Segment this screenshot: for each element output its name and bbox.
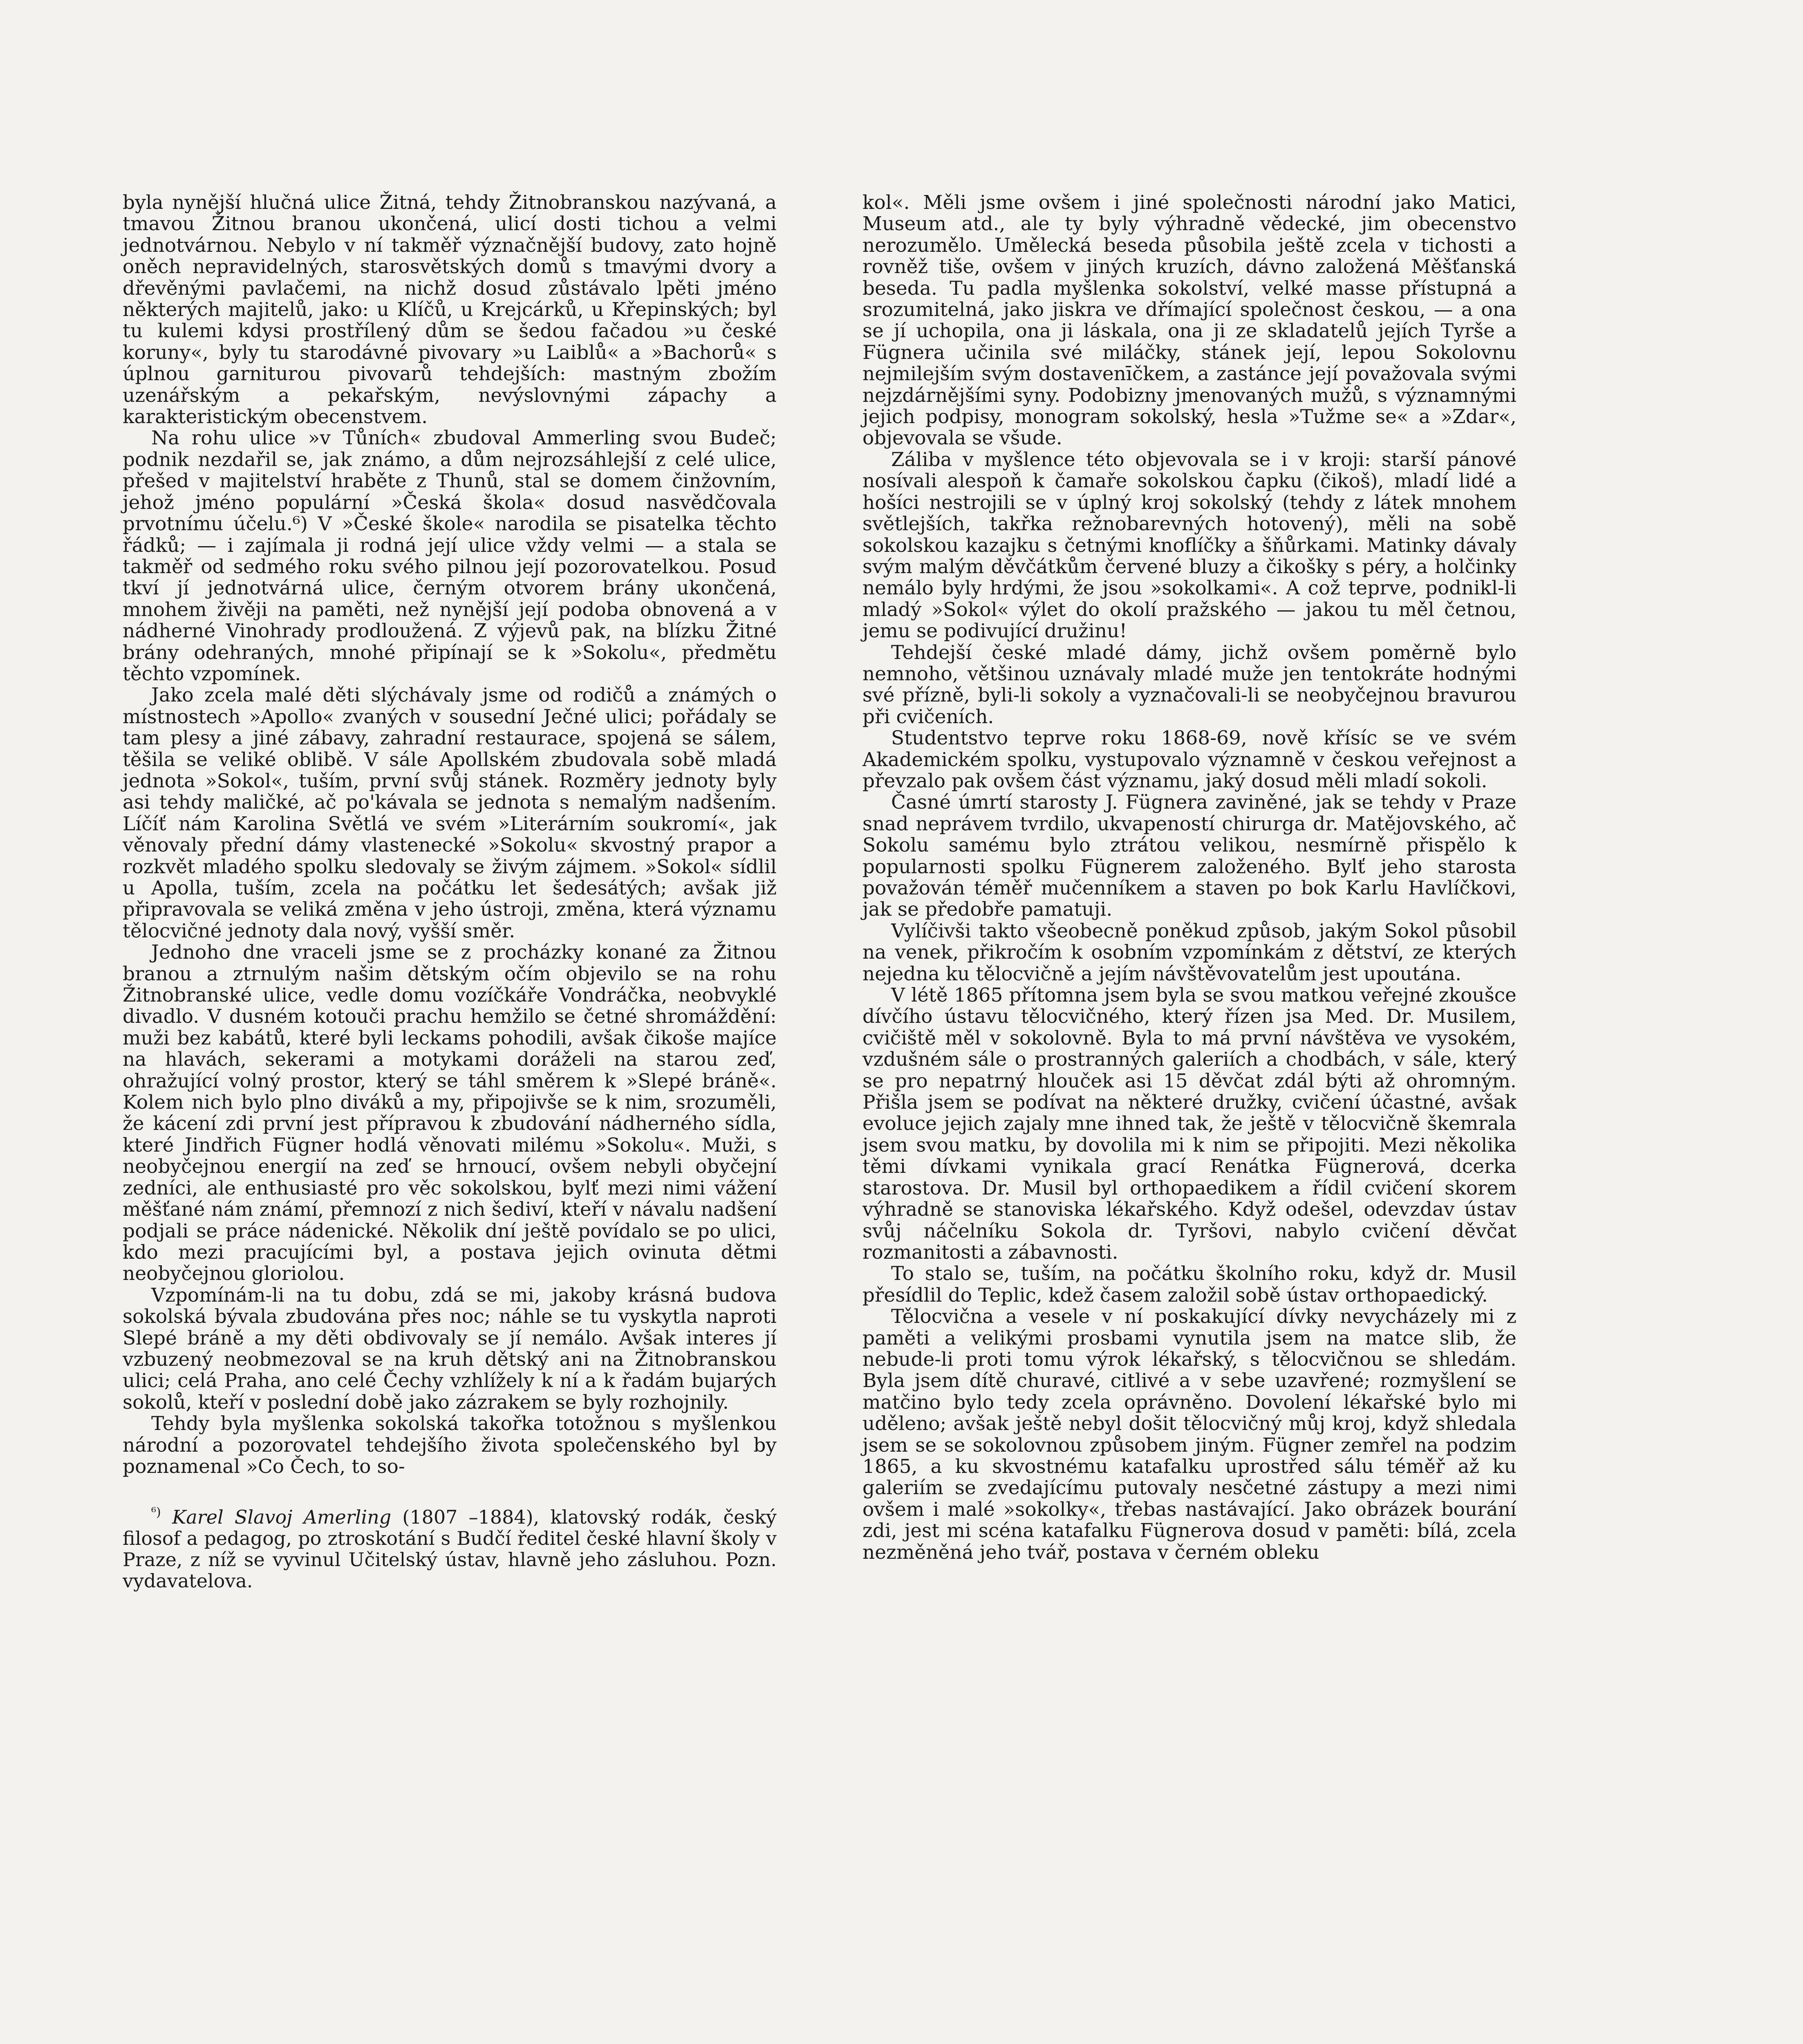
paragraph: Tehdy byla myšlenka sokolská takořka totožnou s myšlenkou národní a pozorovatel tehdejšího života společenského byl by poznamenal »Co Čech, to so- (123, 1412, 777, 1478)
paragraph: kol«. Měli jsme ovšem i jiné společnosti národní jako Matici, Museum atd., ale ty byly výhradně vědecké, jim obecenstvo nerozumělo. Umělecká beseda působila ještě zcela v tichosti a rovněž tiše, ovšem v jiných kruzích, dávno založená Měšťanská beseda. Tu padla myšlenka sokolství, velké masse přístupná a srozumitelná, jako jiskra ve dřímající společnost českou, — a ona se jí uchopila, ona ji láskala, ona ji ze skladatelů jejích Tyrše a Fügnera učinila své miláčky, stánek její, lepou Sokolovnu nejmilejším svým dostavenīčkem, a zastánce její považovala svými nejzdárnějšími syny. Podobizny jmenovaných mužů, s významnými jejich podpisy, monogram sokolský, hesla »Tužme se« a »Zdar«, objevovala se všude. (862, 191, 1516, 450)
left-column (123, 192, 777, 1591)
paragraph: Časné úmrtí starosty J. Fügnera zaviněné, jak se tehdy v Praze snad neprávem tvrdilo, ukvapeností chirurga dr. Matějovského, ač Sokolu samému bylo ztrátou velikou, nesmírně přispělo k popularnosti spolku Fügnerem založeného. Bylť jeho starosta považován téměř mučenníkem a staven po bok Karlu Havlíčkovi, jak se předobře pamatuji. (862, 791, 1516, 921)
footnote-author: Karel Slavoj Amerling (172, 1506, 392, 1529)
paragraph: Vylíčivši takto všeobecně poněkud způsob, jakým Sokol působil na venek, přikročím k osobním vzpomínkám z dětství, ze kterých nejedna ku tělocvičně a jejím návštěvovatelům jest upoutána. (862, 919, 1516, 985)
paragraph: Jednoho dne vraceli jsme se z procházky konané za Žitnou branou a ztrnulým našim dětským očím objevilo se na rohu Žitnobranské ulice, vedle domu vozíčkáře Vondráčka, neobvyklé divadlo. V dusném kotouči prachu hemžilo se četné shromáždění: muži bez kabátů, které byli leckams pohodili, avšak čikoše majíce na hlavách, sekerami a motykami doráželi na starou zeď, ohražující volný prostor, který se táhl směrem k »Slepé bráně«. Kolem nich bylo plno diváků a my, připojivše se k nim, srozuměli, že kácení zdi první jest přípravou k zbudování nádherného sídla, které Jindřich Fügner hodlá věnovati milému »Sokolu«. Muži, s neobyčejnou energií na zeď se hrnoucí, ovšem nebyli obyčejní zedníci, ale enthusiasté pro věc sokolskou, bylť mezi nimi vážení měšťané nám známí, přemnozí z nich šediví, kteří v návalu nadšení podjali se práce nádenické. Několik dní ještě povídalo se po ulici, kdo mezi pracujícími byl, a postava jejich ovinuta dětmi neobyčejnou gloriolou. (123, 941, 777, 1285)
paragraph: Vzpomínám-li na tu dobu, zdá se mi, jakoby krásná budova sokolská bývala zbudována přes noc; náhle se tu vyskytla naproti Slepé bráně a my děti obdivovaly se jí nemálo. Avšak interes jí vzbuzený neobmezoval se na kruh dětský ani na Žitnobranskou ulici; celá Praha, ano celé Čechy vzhlížely k ní a k řadám bujarých sokolů, kteří v poslední době jako zázrakem se byly rozhojnily. (123, 1284, 777, 1414)
footnote-marker: ⁶) (151, 1505, 161, 1520)
paragraph: Na rohu ulice »v Tůních« zbudoval Ammerling svou Budeč; podnik nezdařil se, jak známo, a dům nejrozsáhlejší z celé ulice, přešed v majitelství hraběte z Thunů, stal se domem činžovním, jehož jméno populární »Česká škola« dosud nasvědčovala prvotnímu účelu.⁶) V »České škole« narodila se pisatelka těchto řádků; — i zajímala ji rodná její ulice vždy velmi — a stala se takměř od sedmého roku svého pilnou její pozorovatelkou. Posud tkví jí jednotvárná ulice, černým otvorem brány ukončená, mnohem živěji na paměti, než nynější její podoba obnovená a v nádherné Vinohrady prodloužená. Z výjevů pak, na blízku Žitné brány odehraných, mnohé připínají se k »Sokolu«, předmětu těchto vzpomínek. (123, 427, 777, 685)
footnote-text: (1807 –1884), klatovský rodák, český filosof a pedagog, po ztroskotání s Budčí ředitel české hlavní školy v Praze, z níž se vyvinul Učitelský ústav, hlavně jeho zásluhou. Pozn. vydavatelova. (123, 1506, 777, 1592)
right-column (862, 192, 1516, 1563)
paragraph: Jako zcela malé děti slýchávaly jsme od rodičů a známých o místnostech »Apollo« zvaných v sousední Ječné ulici; pořádaly se tam plesy a jiné zábavy, zahradní restaurace, spojená se sálem, těšila se veliké oblibě. V sále Apollském zbudovala sobě mladá jednota »Sokol«, tuším, první svůj stánek. Rozměry jednoty byly asi tehdy maličké, ač po'kávala se jednota s nemalým nadšením. Líčíť nám Karolina Světlá ve svém »Literárním soukromí«, jak věnovaly přední dámy vlastenecké »Sokolu« skvostný prapor a rozkvět mladého spolku sledovaly se živým zájmem. »Sokol« sídlil u Apolla, tuším, zcela na počátku let šedesátých; avšak již připravovala se veliká změna v jeho ústroji, změna, která významu tělocvičné jednoty dala nový, vyšší směr. (123, 684, 777, 942)
paragraph: Tělocvična a vesele v ní poskakující dívky nevycházely mi z paměti a velikými prosbami vynutila jsem na matce slib, že nebude-li proti tomu výrok lékařský, s tělocvičnou se shledám. Byla jsem dítě churavé, citlivé a v sebe uzavřené; rozmyšlení se matčino bylo tedy zcela oprávněno. Dovolení lékařské bylo mi uděleno; avšak ještě nebyl došit tělocvičný můj kroj, když shledala jsem se se sokolovnou způsobem jiným. Fügner zemřel na podzim 1865, a ku skvostnému katafalku uprostřed sálu téměř až ku galeriím se zvedajícímu putovaly nesčetné zástupy a mezi nimi ovšem i malé »sokolky«, třebas nastávající. Jako obrázek bourání zdi, jest mi scéna katafalku Fügnerova dosud v paměti: bílá, zcela nezměněná jeho tvář, postava v černém obleku (862, 1305, 1516, 1564)
footnote (123, 1502, 777, 1591)
paragraph: byla nynější hlučná ulice Žitná, tehdy Žitnobranskou nazývaná, a tmavou Žitnou branou ukončená, ulicí dosti tichou a velmi jednotvárnou. Nebylo v ní takměř význačnější budovy, zato hojně oněch nepravidelných, starosvětských domů s tmavými dvory a dřevěnými pavlačemi, na nichž dosud zůstávalo lpěti jméno některých majitelů, jako: u Klíčů, u Krejcárků, u Křepinských; byl tu kulemi kdysi prostřílený dům se šedou fačadou »u české koruny«, byly tu starodávné pivovary »u Laiblů« a »Bachorů« s úplnou garniturou pivovarů tehdejších: mastným zbožím uzenářským a pekařským, nevýslovnými zápachy a karakteristickým obecenstvem. (123, 191, 777, 428)
paragraph: V létě 1865 přítomna jsem byla se svou matkou veřejné zkoušce dívčího ústavu tělocvičného, který řízen jsa Med. Dr. Musilem, cvičiště měl v sokolovně. Byla to má první návštěva ve vysokém, vzdušném sále o prostranných galeriích a chodbách, v sále, který se pro nepatrný hlouček asi 15 děvčat zdál býti až ohromným. Přišla jsem se podívat na některé družky, cvičení účastné, avšak evoluce jejich zajaly mne ihned tak, že ještě v tělocvičně škemrala jsem svou matku, by dovolila mi k nim se připojiti. Mezi několika těmi dívkami vynikala grací Renátka Fügnerová, dcerka starostova. Dr. Musil byl orthopaedikem a řídil cvičení skorem výhradně se stanoviska lékařského. Když odešel, odevzdav ústav svůj náčelníku Sokola dr. Tyršovi, nabylo cvičení děvčat rozmanitosti a zábavnosti. (862, 984, 1516, 1264)
paragraph: Záliba v myšlence této objevovala se i v kroji: starší pánové nosívali alespoň k čamaře sokolskou čapku (čikoš), mladí lidé a hošíci nestrojili se v úplný kroj sokolský (tehdy z látek mnohem světlejších, takřka režnobarevných hotovený), měli na sobě sokolskou kazajku s četnými knoflíčky a šňůrkami. Matinky dávaly svým malým děvčátkům červené bluzy a čikošky s péry, a holčinky nemálo byly hrdými, že jsou »sokolkami«. A což teprve, podnikl-li mladý »Sokol« výlet do okolí pražského — jakou tu měl četnou, jemu se podivující družinu! (862, 448, 1516, 643)
paragraph: Tehdejší české mladé dámy, jichž ovšem poměrně bylo nemnoho, většinou uznávaly mladé muže jen tentokráte hodnými své přízně, byli-li sokoly a vyznačovali-li se neobyčejnou bravurou při cvičeních. (862, 641, 1516, 728)
paragraph: Studentstvo teprve roku 1868-69, nově křísíc se ve svém Akademickém spolku, vystupovalo významně v českou veřejnost a převzalo pak ovšem část významu, jaký dosud měli mladí sokoli. (862, 727, 1516, 792)
paragraph: To stalo se, tuším, na počátku školního roku, když dr. Musil přesídlil do Teplic, kdež časem založil sobě ústav orthopaedický. (862, 1262, 1516, 1307)
